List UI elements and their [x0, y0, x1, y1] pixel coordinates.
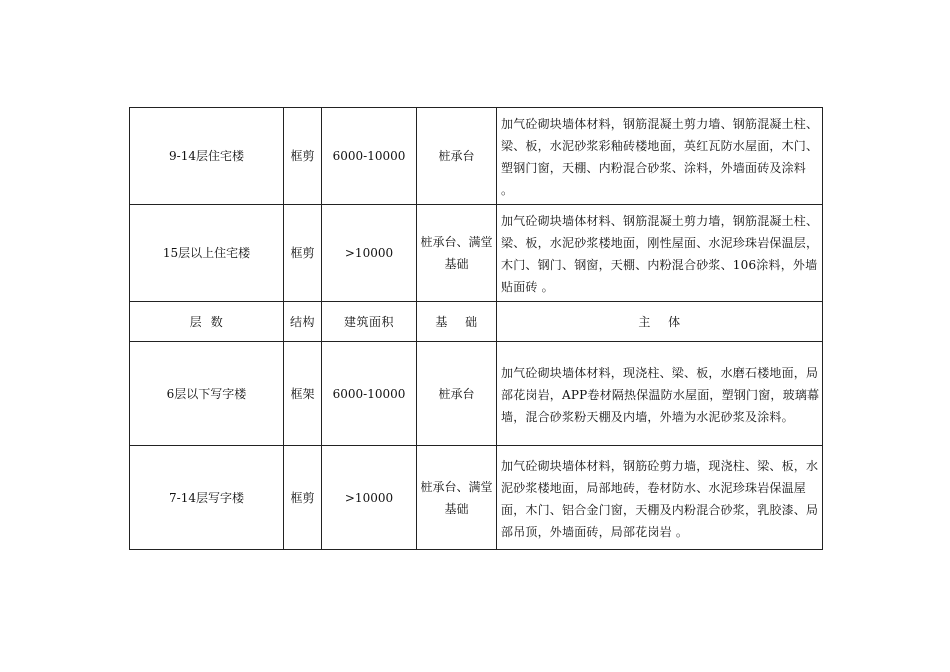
table-row	[130, 342, 823, 446]
foundation-cell: 桩承台、满堂基础	[417, 446, 497, 550]
foundation-cell: 桩承台	[417, 342, 497, 446]
main-body-header: 主 体	[497, 302, 823, 342]
foundation-cell: 桩承台	[417, 108, 497, 205]
floors-cell: 6层以下写字楼	[130, 342, 284, 446]
area-cell: >10000	[322, 205, 417, 302]
structure-cell: 框剪	[284, 108, 322, 205]
main-body-cell: 加气砼砌块墙体材料，钢筋砼剪力墙，现浇柱、梁、板，水泥砂浆楼地面，局部地砖，卷材防水、水泥珍珠岩保温屋面，木门、铝合金门窗，天棚及内粉混合砂浆，乳胶漆、局部吊顶，外墙面砖，局部花岗岩 。	[497, 446, 823, 550]
table-row	[130, 108, 823, 205]
area-cell: 6000-10000	[322, 108, 417, 205]
foundation-header: 基 础	[417, 302, 497, 342]
floors-cell: 9-14层住宅楼	[130, 108, 284, 205]
area-cell: 6000-10000	[322, 342, 417, 446]
structure-cell: 框架	[284, 342, 322, 446]
main-body-cell: 加气砼砌块墙体材料，钢筋混凝土剪力墙、钢筋混凝土柱、梁、板，水泥砂浆彩釉砖楼地面，英红瓦防水屋面，木门、塑钢门窗，天棚、内粉混合砂浆、涂料，外墙面砖及涂料 。	[497, 108, 823, 205]
structure-cell: 框剪	[284, 446, 322, 550]
area-cell: >10000	[322, 446, 417, 550]
main-body-cell: 加气砼砌块墙体材料，现浇柱、梁、板，水磨石楼地面，局部花岗岩，APP卷材隔热保温防水屋面，塑钢门窗，玻璃幕墙，混合砂浆粉天棚及内墙，外墙为水泥砂浆及涂料。	[497, 342, 823, 446]
building-spec-table	[129, 107, 823, 550]
floors-cell: 15层以上住宅楼	[130, 205, 284, 302]
table-row	[130, 205, 823, 302]
floors-cell: 7-14层写字楼	[130, 446, 284, 550]
area-header: 建筑面积	[322, 302, 417, 342]
main-body-cell: 加气砼砌块墙体材料、钢筋混凝土剪力墙，钢筋混凝土柱、梁、板，水泥砂浆楼地面，刚性屋面、水泥珍珠岩保温层，木门、钢门、钢窗，天棚、内粉混合砂浆、106涂料，外墙贴面砖 。	[497, 205, 823, 302]
structure-cell: 框剪	[284, 205, 322, 302]
table-header-row	[130, 302, 823, 342]
table-row	[130, 446, 823, 550]
structure-header: 结构	[284, 302, 322, 342]
foundation-cell: 桩承台、满堂基础	[417, 205, 497, 302]
floors-header: 层 数	[130, 302, 284, 342]
